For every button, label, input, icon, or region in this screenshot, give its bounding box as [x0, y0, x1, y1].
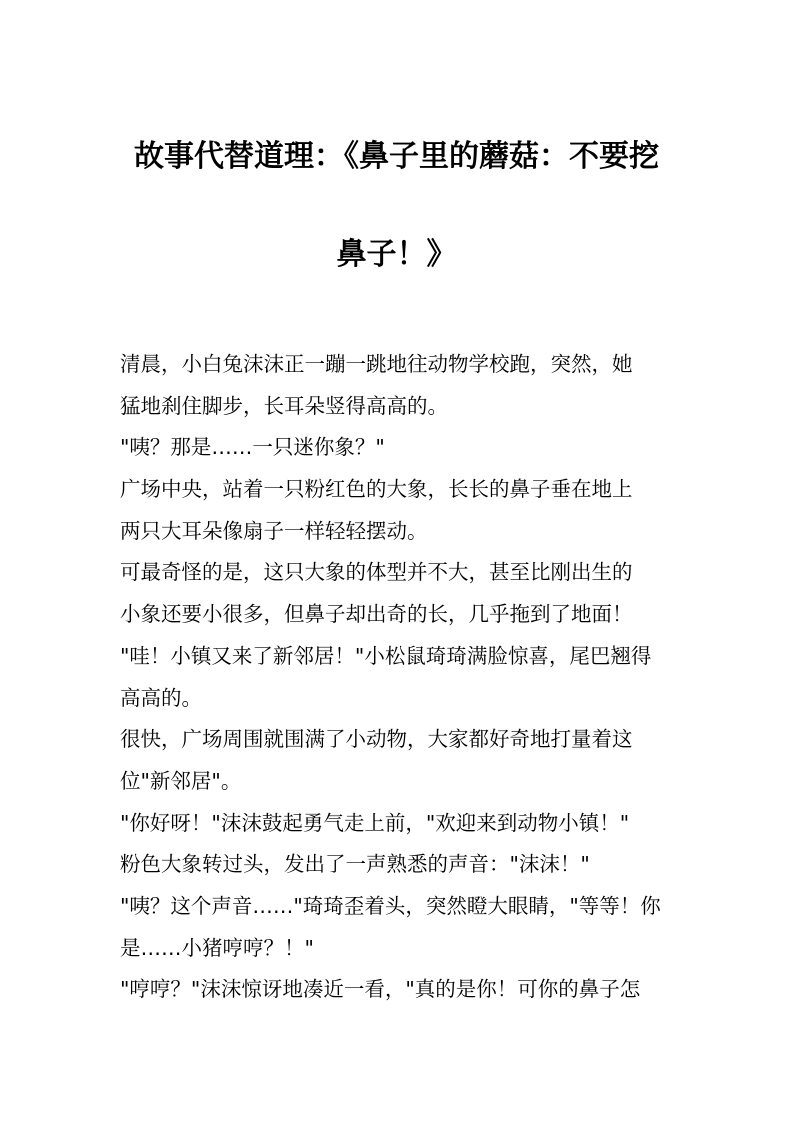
body-line: 小象还要小很多，但鼻子却出奇的长，几乎拖到了地面！ — [120, 602, 633, 627]
story-title-line-2: 鼻子！》 — [336, 237, 457, 272]
body-line: 是……小猪哼哼？！" — [120, 935, 314, 960]
body-line: 清晨，小白兔沫沫正一蹦一跳地往动物学校跑，突然，她 — [120, 352, 633, 376]
body-line: "你好呀！"沫沫鼓起勇气走上前，"欢迎来到动物小镇！" — [120, 810, 630, 835]
body-line: "哇！小镇又来了新邻居！"小松鼠琦琦满脸惊喜，尾巴翘得 — [120, 643, 652, 668]
body-line: 粉色大象转过头，发出了一声熟悉的声音："沫沫！" — [120, 852, 590, 877]
body-line: 猛地刹住脚步，长耳朵竖得高高的。 — [120, 393, 448, 418]
body-line: 高高的。 — [120, 685, 202, 710]
body-line: "咦？那是……一只迷你象？" — [120, 435, 385, 460]
body-line: 两只大耳朵像扇子一样轻轻摆动。 — [120, 518, 428, 543]
story-title-line-1: 故事代替道理：《鼻子里的蘑菇：不要挖 — [134, 139, 659, 174]
body-line: 可最奇怪的是，这只大象的体型并不大，甚至比刚出生的 — [120, 560, 633, 585]
body-line: "咦？这个声音……"琦琦歪着头，突然瞪大眼睛，"等等！你 — [120, 893, 661, 918]
story-body — [120, 344, 680, 1011]
body-line: "哼哼？"沫沫惊讶地凑近一看，"真的是你！可你的鼻子怎 — [120, 977, 641, 1002]
body-line: 很快，广场周围就围满了小动物，大家都好奇地打量着这 — [120, 727, 633, 752]
body-line: 位"新邻居"。 — [120, 768, 242, 793]
body-line: 广场中央，站着一只粉红色的大象，长长的鼻子垂在地上 — [120, 477, 633, 502]
